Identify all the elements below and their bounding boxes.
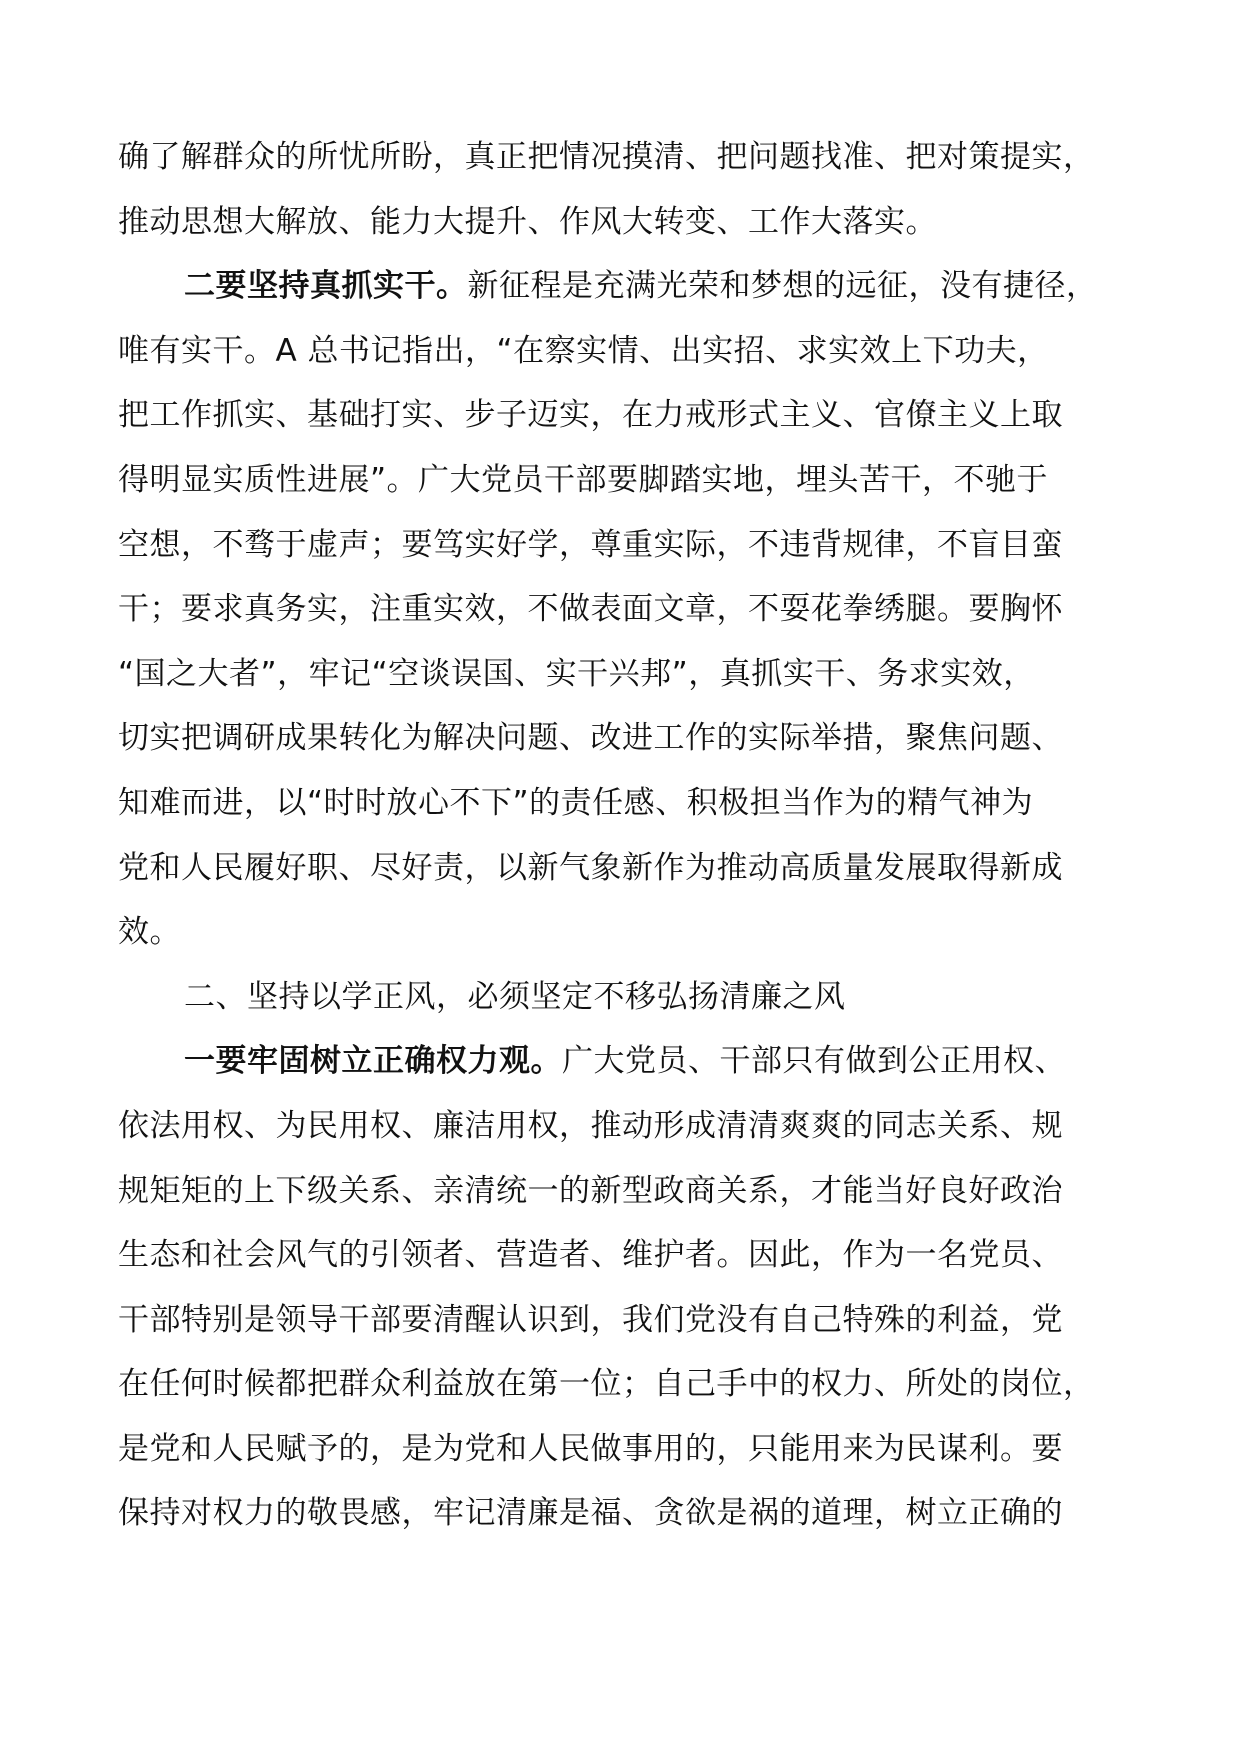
paragraph-line: 生态和社会风气的引领者、营造者、维护者。因此，作为一名党员、 (118, 1237, 1063, 1274)
paragraph-line: 空想，不骛于虚声；要笃实好学，尊重实际，不违背规律，不盲目蛮 (118, 526, 1063, 563)
paragraph-line: 党和人民履好职、尽好责，以新气象新作为推动高质量发展取得新成 (118, 849, 1063, 886)
paragraph-line: 唯有实干。A 总书记指出，“在察实情、出实招、求实效上下功夫， (118, 332, 1049, 369)
document-body (118, 125, 1148, 1546)
paragraph-line: 干；要求真务实，注重实效，不做表面文章，不耍花拳绣腿。要胸怀 (118, 591, 1063, 628)
paragraph-line: 保持对权力的敬畏感，牢记清廉是福、贪欲是祸的道理，树立正确的 (118, 1495, 1063, 1532)
paragraph-line: 知难而进，以“时时放心不下”的责任感、积极担当作为的精气神为 (118, 784, 1034, 821)
paragraph-line: 把工作抓实、基础打实、步子迈实，在力戒形式主义、官僚主义上取 (118, 397, 1063, 434)
paragraph-line: 效。 (118, 914, 181, 951)
paragraph-text: 广大党员、干部只有做到公正用权、 (562, 1043, 1066, 1080)
paragraph-line: 是党和人民赋予的，是为党和人民做事用的，只能用来为民谋利。要 (118, 1430, 1063, 1467)
paragraph-line: 得明显实质性进展”。广大党员干部要脚踏实地，埋头苦干，不驰于 (118, 461, 1049, 498)
paragraph-line: 切实把调研成果转化为解决问题、改进工作的实际举措，聚焦问题、 (118, 720, 1063, 757)
paragraph-line: 推动思想大解放、能力大提升、作风大转变、工作大落实。 (118, 203, 937, 240)
paragraph-line: 依法用权、为民用权、廉洁用权，推动形成清清爽爽的同志关系、规 (118, 1107, 1063, 1144)
paragraph-line: 规矩矩的上下级关系、亲清统一的新型政商关系，才能当好良好政治 (118, 1172, 1063, 1209)
paragraph-line (118, 254, 1148, 319)
section-title: 二、坚持以学正风，必须坚定不移弘扬清廉之风 (184, 978, 846, 1015)
paragraph-line: 在任何时候都把群众利益放在第一位；自己手中的权力、所处的岗位， (118, 1366, 1095, 1403)
paragraph-line: 确了解群众的所忧所盼，真正把情况摸清、把问题找准、把对策提实， (118, 139, 1095, 175)
paragraph-line: 干部特别是领导干部要清醒认识到，我们党没有自己特殊的利益，党 (118, 1301, 1063, 1338)
paragraph-line: “国之大者”，牢记“空谈误国、实干兴邦”，真抓实干、务求实效， (118, 655, 1035, 692)
paragraph-heading: 一要牢固树立正确权力观。 (184, 1043, 562, 1080)
paragraph-heading: 二要坚持真抓实干。 (184, 268, 468, 305)
paragraph-text: 新征程是充满光荣和梦想的远征，没有捷径， (467, 268, 1098, 305)
paragraph-line (118, 1029, 1148, 1094)
